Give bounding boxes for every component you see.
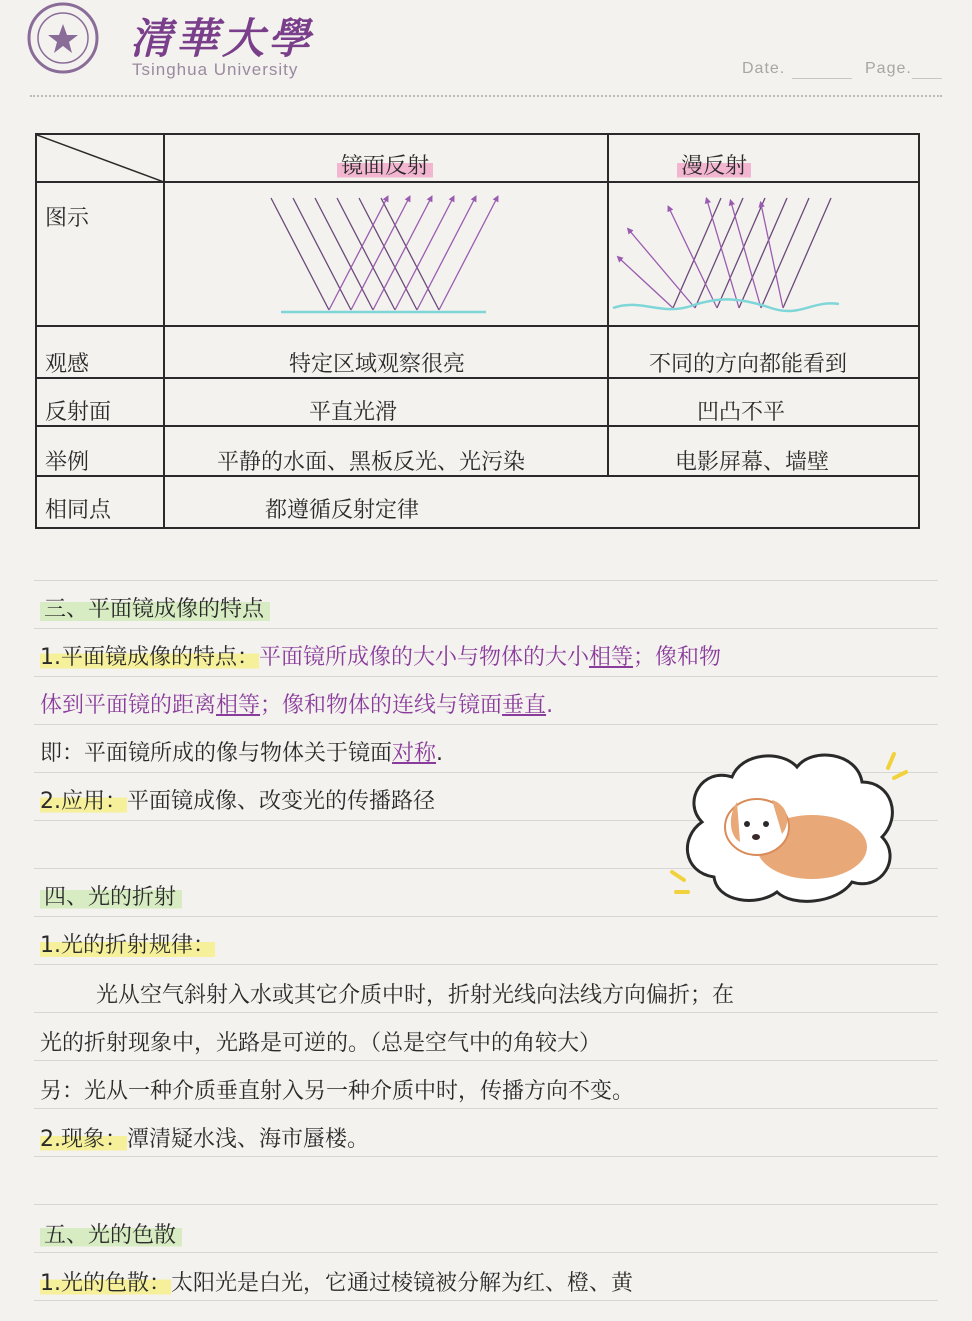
key-term: 对称 (392, 741, 437, 766)
row-label-example: 举例 (45, 450, 90, 475)
specular-surface: 平直光滑 (309, 400, 398, 425)
text-run: . (436, 741, 444, 766)
specular-example: 平静的水面、黑板反光、光污染 (217, 450, 526, 475)
table-divider (37, 181, 918, 183)
table-divider (163, 135, 165, 527)
rule-line (34, 628, 938, 629)
text-run: 体到平面镜的距离 (40, 693, 217, 718)
rule-line (34, 1204, 938, 1205)
paragraph-plane-mirror-features (40, 640, 721, 671)
rule-line (34, 1060, 938, 1061)
key-term: 相等 (216, 693, 261, 718)
item-label: 2.应用： (40, 789, 127, 814)
specular-reflection-diagram (261, 190, 501, 320)
common-point: 都遵循反射定律 (265, 498, 420, 523)
rule-line (34, 724, 938, 725)
paragraph-symmetry (40, 736, 443, 767)
table-divider (37, 325, 918, 327)
text-run: ；像和物体的连线与镜面 (260, 693, 503, 718)
diffuse-reflection-diagram (611, 190, 841, 320)
rule-line (34, 964, 938, 965)
row-label-common: 相同点 (45, 498, 112, 523)
text-run: 即：平面镜所成的像与物体关于镜面 (40, 741, 393, 766)
rule-line (34, 1300, 938, 1301)
header-diffuse: 漫反射 (677, 149, 751, 180)
date-label: Date. (742, 60, 786, 77)
paragraph-application (40, 784, 435, 815)
rule-line (34, 1156, 938, 1157)
rule-line (34, 676, 938, 677)
dog-sticker-icon (662, 742, 912, 912)
diffuse-example: 电影屏幕、墙壁 (675, 450, 830, 475)
section-title-text: 三、平面镜成像的特点 (40, 597, 270, 622)
section-title-dispersion (40, 1218, 182, 1249)
row-label-diagram: 图示 (45, 206, 90, 231)
item-label: 1.平面镜成像的特点： (40, 645, 259, 670)
key-term: 垂直 (502, 693, 547, 718)
rule-line (34, 916, 938, 917)
rule-line (34, 1108, 938, 1109)
text-run: 太阳光是白光，它通过棱镜被分解为红、橙、黄 (171, 1271, 634, 1296)
table-divider (607, 135, 609, 475)
item-label: 1.光的色散： (40, 1271, 171, 1296)
page-field (912, 78, 942, 79)
diffuse-surface: 凹凸不平 (697, 400, 786, 425)
section-title-text: 五、光的色散 (40, 1223, 182, 1248)
diffuse-perception: 不同的方向都能看到 (649, 352, 848, 377)
specular-perception: 特定区域观察很亮 (289, 352, 466, 377)
university-name-cn: 清華大學 (130, 14, 315, 63)
rule-line (34, 580, 938, 581)
rule-line (34, 1252, 938, 1253)
item-label: 1.光的折射规律： (40, 933, 215, 958)
university-seal-icon (22, 0, 104, 78)
paragraph-phenomena (40, 1122, 369, 1153)
paragraph-refraction-law-label (40, 928, 215, 959)
university-name-en: Tsinghua University (132, 60, 299, 79)
text-run: ；像和物 (633, 645, 722, 670)
page-label: Page. (865, 60, 912, 77)
paragraph-dispersion (40, 1266, 633, 1297)
corner-diagonal (37, 135, 164, 182)
section-title-refraction (40, 880, 182, 911)
paragraph-refraction-law: 光从空气斜射入水或其它介质中时，折射光线向法线方向偏折；在 (96, 983, 735, 1008)
text-run: 平面镜成像、改变光的传播路径 (127, 789, 436, 814)
table-divider (37, 425, 918, 427)
text-run: 平面镜所成像的大小与物体的大小 (259, 645, 590, 670)
paragraph-perpendicular-incidence: 另：光从一种介质垂直射入另一种介质中时，传播方向不变。 (40, 1079, 635, 1104)
row-label-perception: 观感 (45, 352, 90, 377)
comparison-table (35, 133, 920, 529)
header-specular: 镜面反射 (337, 149, 433, 180)
row-label-surface: 反射面 (45, 400, 112, 425)
rule-line (30, 95, 942, 97)
item-label: 2.现象： (40, 1127, 127, 1152)
section-title-text: 四、光的折射 (40, 885, 182, 910)
paragraph-refraction-law-cont: 光的折射现象中，光路是可逆的。（总是空气中的角较大） (40, 1031, 602, 1056)
date-field (792, 78, 852, 79)
paragraph-plane-mirror-features-cont (40, 688, 553, 719)
section-title-plane-mirror (40, 592, 270, 623)
key-term: 相等 (589, 645, 634, 670)
rule-line (34, 1012, 938, 1013)
text-run: 潭清疑水浅、海市蜃楼。 (127, 1127, 370, 1152)
text-run: . (546, 693, 554, 718)
